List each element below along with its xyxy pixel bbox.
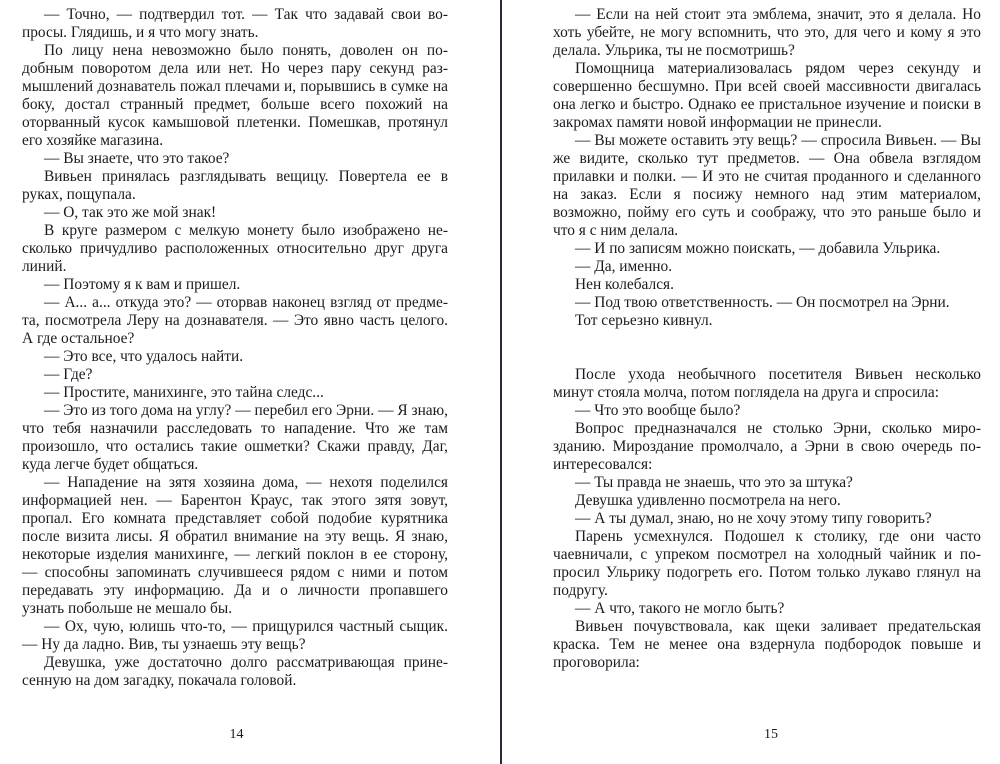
paragraph: — А ты думал, знаю, но не хочу этому типу говорить?: [575, 510, 932, 527]
paragraph: Нен колебался.: [575, 276, 674, 293]
paragraph: После ухода необычного посетителя Вивьен несколько минут стояла молча, потом поглядела на друга и спросила:: [553, 366, 981, 401]
paragraph: В круге размером с мелкую монету было изображено несколько причудливо расположенных относительно друг друга линий.: [22, 222, 448, 275]
paragraph: Вивьен принялась разглядывать вещицу. Повертела ее в руках, пощупала.: [22, 168, 448, 203]
paragraph: — А... а... откуда это? — оторвав наконец взгляд от предмета, посмотрела Леру на дознавателя. — Это явно часть целого. А где остальное?: [22, 294, 448, 347]
paragraph: — И по записям можно поискать, — добавила Ульрика.: [575, 240, 941, 257]
paragraph: — Что это вообще было?: [575, 402, 741, 419]
paragraph: Парень усмехнулся. Подошел к столику, где они часто чаевничали, с упреком посмотрел на холодный чайник и попросил Ульрику подогреть его. Потом только лукаво глянул на подругу.: [553, 528, 981, 599]
paragraph: По лицу нена невозможно было понять, доволен он подобным поворотом дела или нет. Но через пару секунд размышлений дознаватель пожал плечами и, порывшись в сумке на боку, достал странный предмет, больше всего похожий на оторванный кусок камышовой плетенки. Помешкав, протянул его хозяйке магазина.: [22, 42, 448, 149]
paragraph: — Если на ней стоит эта эмблема, значит, это я делала. Но хоть убейте, не могу вспомнить, что это, для чего и кому я это делала. Ульрика, ты не посмотришь?: [553, 6, 981, 59]
paragraph: — Это из того дома на углу? — перебил его Эрни. — Я знаю, что тебя назначили расследовать то нападение. Что же там произошло, что остались такие ошметки? Скажи правду, Даг, куда легче будет общаться.: [22, 402, 448, 473]
paragraph: — А что, такого не могло быть?: [575, 600, 785, 617]
paragraph: Вопрос предназначался не столько Эрни, сколько мирозданию. Мироздание промолчало, а Эрни в свою очередь поинтересовался:: [553, 420, 981, 473]
paragraph: — Простите, манихинге, это тайна следс...: [44, 384, 324, 401]
paragraph: Девушка удивленно посмотрела на него.: [575, 492, 841, 509]
right-page: [502, 0, 1000, 764]
paragraph: — Нападение на зятя хозяина дома, — нехотя поделился информацией нен. — Барентон Краус, так этого зятя зовут, пропал. Его комната представляет собой подобие курятника после визита лисы. Я обратил внимание на эту вещь. Я знаю, некоторые изделия манихинге, — легкий поклон в ее сторону, — способны запоминать случившееся рядом с ними и потом передавать эту информацию. Да и о личности пропавшего узнать побольше не мешало бы.: [22, 474, 448, 617]
paragraph: — Да, именно.: [575, 258, 673, 275]
paragraph: — Вы знаете, что это такое?: [44, 150, 230, 167]
paragraph: Помощница материализовалась рядом через секунду и совершенно бесшумно. При всей своей массивности двигалась она легко и быстро. Однако ее пристальное изучение и поиски в закромах памяти новой информации не принесли.: [553, 60, 981, 131]
right-page-text: [553, 6, 981, 672]
paragraph: — Вы можете оставить эту вещь? — спросила Вивьен. — Вы же видите, сколько тут предметов. — Она обвела взглядом прилавки и полки. — И это не считая проданного и сделанного на заказ. Если я посижу немного над этим материалом, возможно, пойму его суть и соображу, что это раньше было и что я с ним делала.: [553, 132, 981, 239]
paragraph: Вивьен почувствовала, как щеки заливает предательская краска. Тем не менее она вздернула подбородок повыше и проговорила:: [553, 618, 981, 671]
paragraph: — Где?: [44, 366, 93, 383]
paragraph: — Точно, — подтвердил тот. — Так что задавай свои вопросы. Глядишь, и я что могу знать.: [22, 6, 448, 41]
left-page-text: [22, 6, 448, 690]
paragraph: Девушка, уже достаточно долго рассматривающая принесенную на дом загадку, покачала головой.: [22, 654, 448, 689]
paragraph: — Это все, что удалось найти.: [44, 348, 244, 365]
paragraph: — Ты правда не знаешь, что это за штука?: [575, 474, 853, 491]
paragraph: — О, так это же мой знак!: [44, 204, 217, 221]
paragraph: — Ох, чую, юлишь что-то, — прищурился частный сыщик. — Ну да ладно. Вив, ты узнаешь эту вещь?: [22, 618, 448, 653]
paragraph: — Поэтому я к вам и пришел.: [44, 276, 241, 293]
paragraph: — Под твою ответственность. — Он посмотрел на Эрни.: [575, 294, 950, 311]
paragraph: Тот серьезно кивнул.: [575, 312, 713, 329]
page-number: 15: [764, 727, 778, 742]
page-number: 14: [229, 727, 244, 742]
